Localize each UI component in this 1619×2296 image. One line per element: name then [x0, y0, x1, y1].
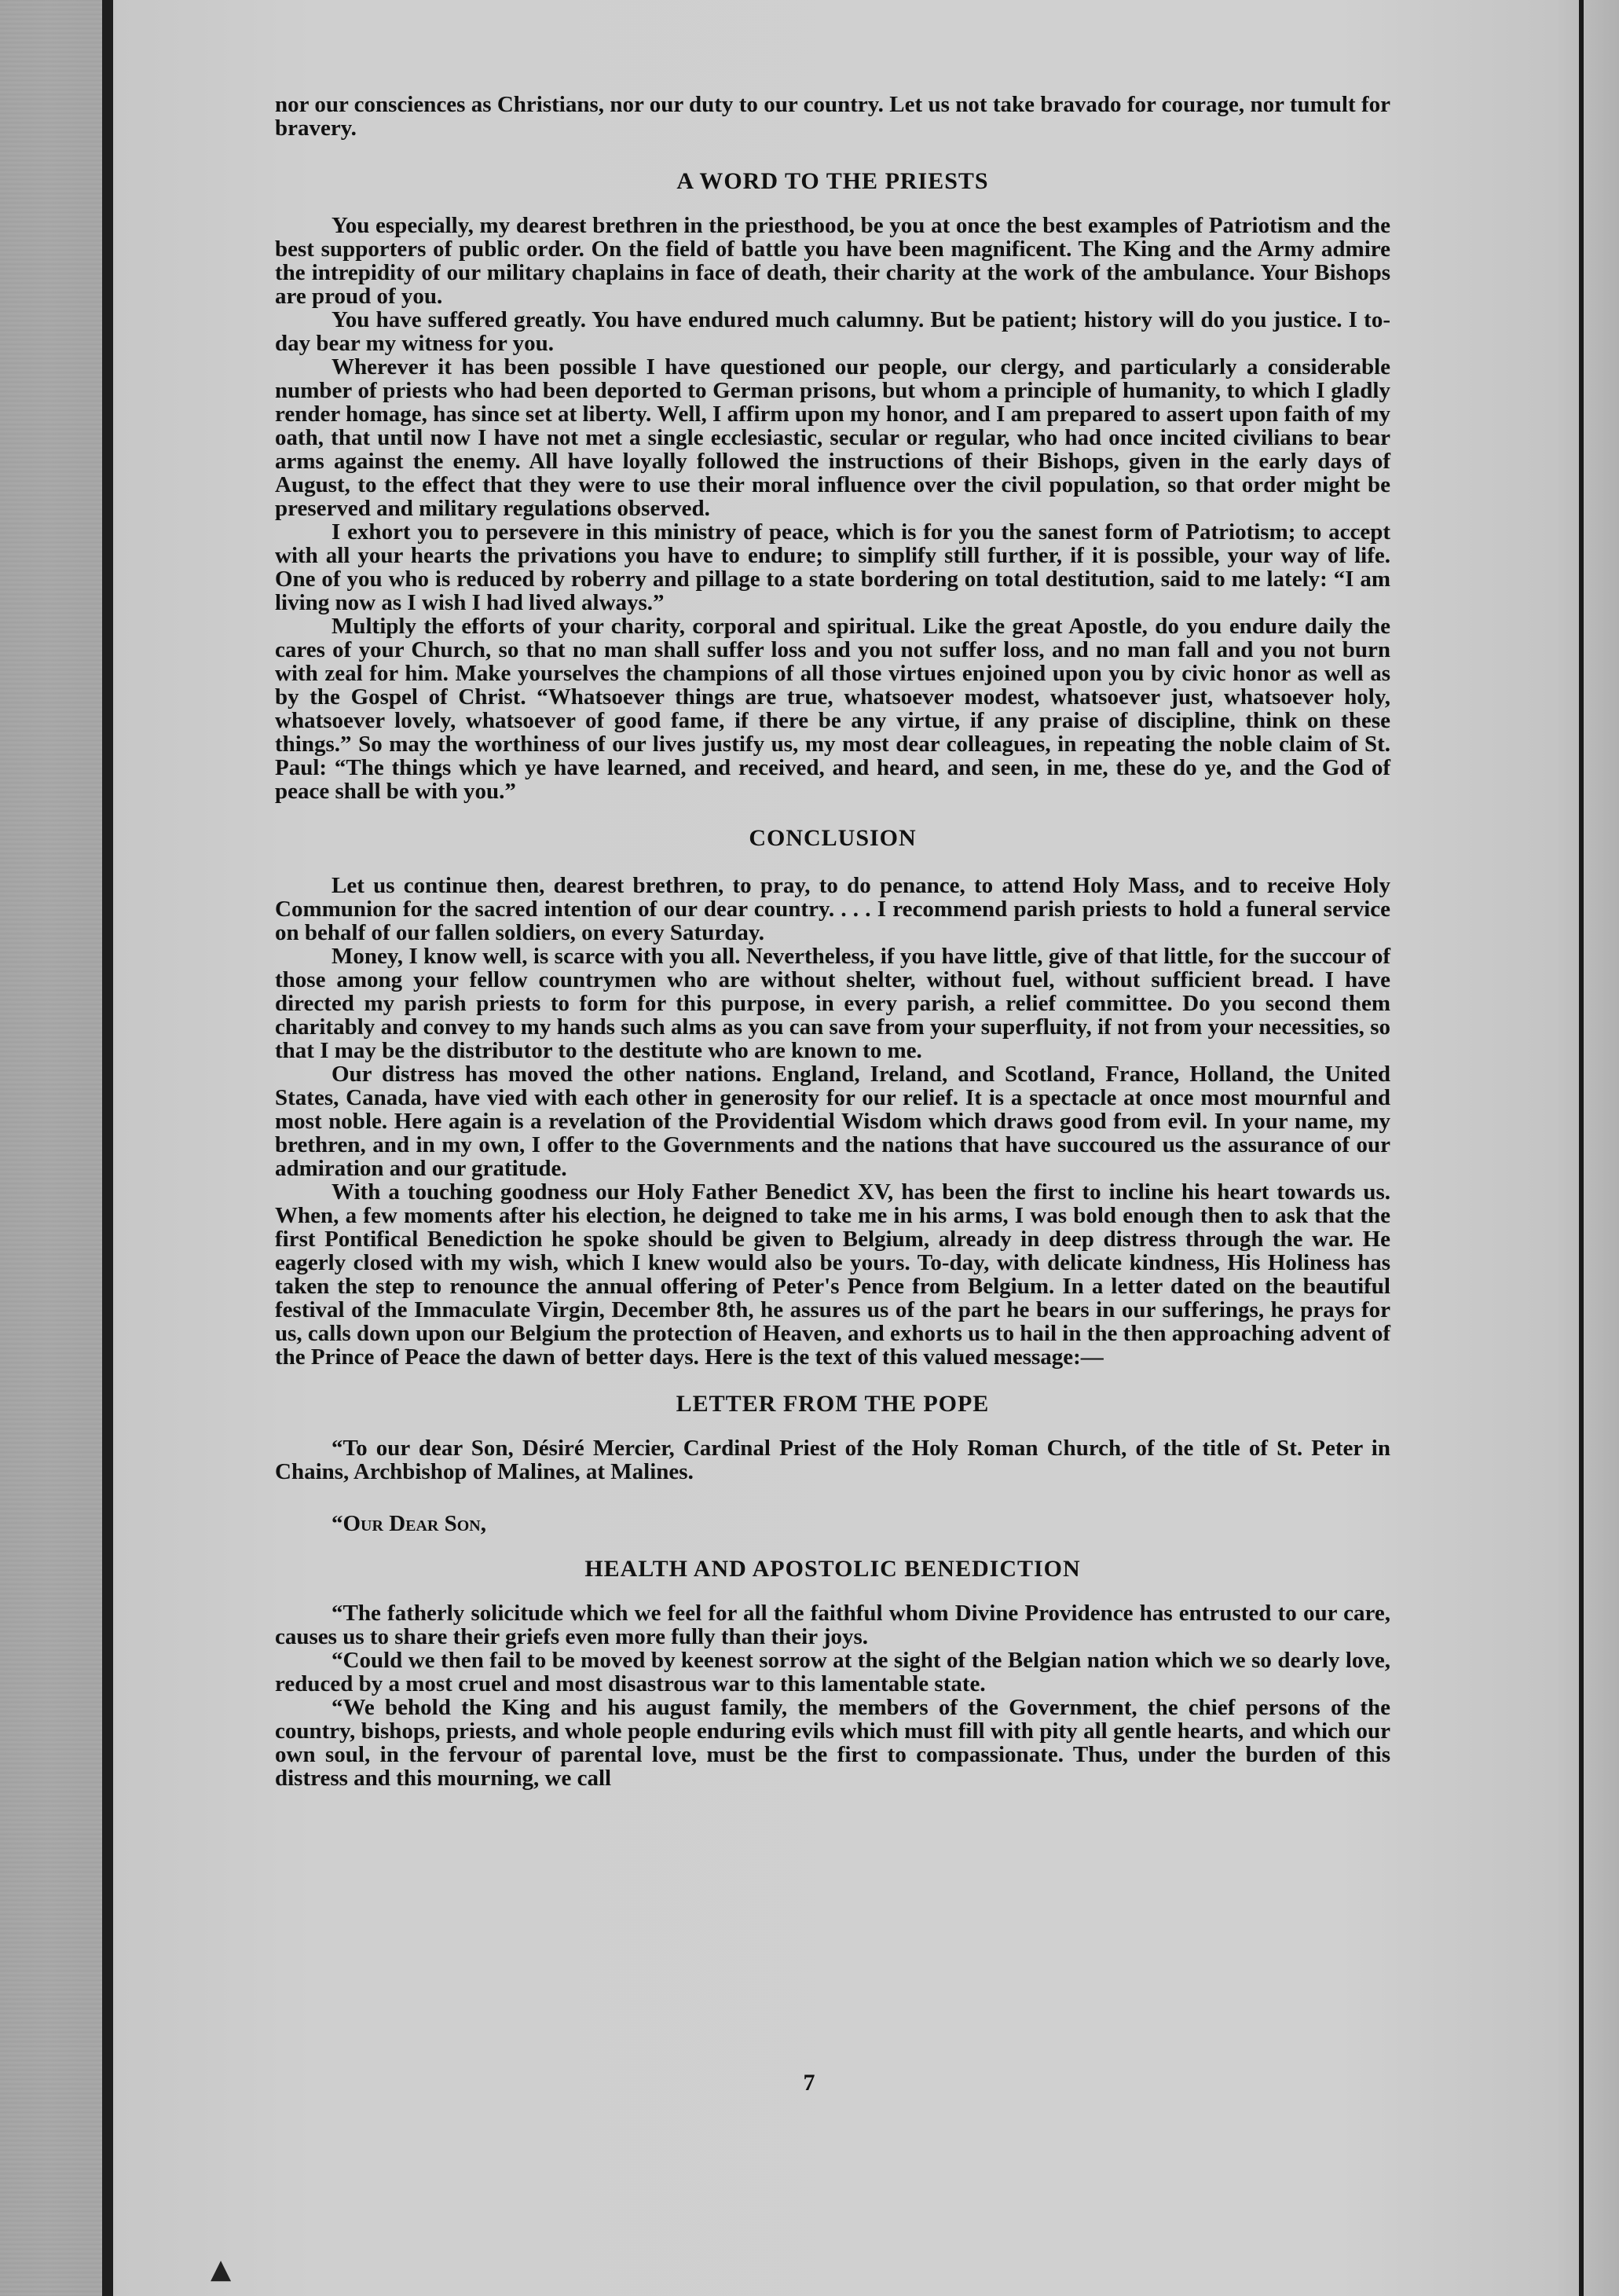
health-paragraph-3: “We behold the King and his august family, the members of the Government, the chief persons of the country, bishops, priests, and whole people enduring evils which must fill with pity all gentle hearts, and which our own soul, in the fervour of parental love, must be the first to compassionate. Thus, under the burden of this distress and this mourning, we call — [275, 1695, 1390, 1791]
section-heading-conclusion: CONCLUSION — [749, 825, 917, 851]
binding-gutter — [102, 0, 113, 2296]
conclusion-paragraph-4: With a touching goodness our Holy Father Benedict XV, has been the first to incline his heart towards us. When, a few moments after his election, he deigned to take me in his arms, I was bold enough then to ask that the first Pontifical Benediction he spoke should be given to Belgium, already in deep distress through the war. He eagerly closed with my wish, which I knew would also be yours. To-day, with delicate kindness, His Holiness has taken the step to renounce the annual offering of Peter's Pence from Belgium. In a letter dated on the beautiful festival of the Immaculate Virgin, December 8th, he assures us of the part he bears in our sufferings, he prays for us, calls down upon our Belgium the protection of Heaven, and exhorts us to hail in the then approaching advent of the Prince of Peace the dawn of better days. Here is the text of this valued message:— — [275, 1179, 1390, 1370]
conclusion-paragraph-2: Money, I know well, is scarce with you all. Nevertheless, if you have little, give of that little, for the succour of those among your fellow countrymen who are without shelter, without fuel, without sufficient bread. I have directed my parish priests to form for this purpose, in every parish, a relief committee. Do you second them charitably and convey to my hands such alms as you can save from your superfluity, if not from your necessities, so that I may be the distributor to the destitute who are known to me. — [275, 944, 1390, 1063]
section-heading-letter: LETTER FROM THE POPE — [676, 1391, 990, 1417]
opening-paragraph: nor our consciences as Christians, nor our duty to our country. Let us not take bravado for courage, nor tumult for bravery. — [275, 92, 1390, 141]
section-heading-priests: A WORD TO THE PRIESTS — [676, 168, 989, 194]
health-paragraph-1: “The fatherly solicitude which we feel for all the faithful whom Divine Providence has entrusted to our care, causes us to share their griefs even more fully than their joys. — [275, 1601, 1390, 1649]
priests-paragraph-5: Multiply the efforts of your charity, corporal and spiritual. Like the great Apostle, do you endure daily the cares of your Church, so that no man shall suffer loss and you not suffer loss, and no man fall and you not burn with zeal for him. Make yourselves the champions of all those virtues enjoined upon you by civic honor as well as by the Gospel of Christ. “Whatsoever things are true, whatsoever modest, whatsoever just, whatsoever holy, whatsoever lovely, whatsoever of good fame, if there be any virtue, if any praise of discipline, think on these things.” So may the worthiness of our lives justify us, my most dear colleagues, in repeating the noble claim of St. Paul: “The things which ye have learned, and received, and heard, and seen, in me, these do ye, and the God of peace shall be with you.” — [275, 614, 1390, 804]
conclusion-paragraph-1: Let us continue then, dearest brethren, to pray, to do penance, to attend Holy Mass, and to receive Holy Communion for the sacred intention of our dear country. . . . I recommend parish priests to hold a funeral service on behalf of our fallen soldiers, on every Saturday. — [275, 873, 1390, 945]
priests-paragraph-4: I exhort you to persevere in this ministry of peace, which is for you the sanest form of Patriotism; to accept with all your hearts the privations you have to endure; to simplify still further, if it is possible, your way of life. One of you who is reduced by roberry and pillage to a state bordering on total destitution, said to me lately: “I am living now as I wish I had lived always.” — [275, 519, 1390, 615]
letter-salutation: “Our Dear Son, — [331, 1511, 486, 1536]
page-right-edge — [1579, 0, 1584, 2296]
scan-artifact-mark: ▲ — [211, 2254, 232, 2285]
conclusion-paragraph-3: Our distress has moved the other nations. England, Ireland, and Scotland, France, Holland, the United States, Canada, have vied with each other in generosity for our relief. It is a spectacle at once most mournful and most noble. Here again is a revelation of the Providential Wisdom which draws good from evil. In your name, my brethren, and in my own, I offer to the Governments and the nations that have succoured us the assurance of our admiration and our gratitude. — [275, 1062, 1390, 1181]
facing-page-edge — [0, 0, 102, 2296]
priests-paragraph-1: You especially, my dearest brethren in the priesthood, be you at once the best examples of Patriotism and the best supporters of public order. On the field of battle you have been magnificent. The King and the Army admire the intrepidity of our military chaplains in face of death, their charity at the work of the ambulance. Your Bishops are proud of you. — [275, 213, 1390, 309]
letter-address: “To our dear Son, Désiré Mercier, Cardinal Priest of the Holy Roman Church, of the title of St. Peter in Chains, Archbishop of Malines, at Malines. — [275, 1436, 1390, 1484]
page-number: 7 — [803, 2070, 815, 2096]
priests-paragraph-2: You have suffered greatly. You have endured much calumny. But be patient; history will do you justice. I to-day bear my witness for you. — [275, 307, 1390, 356]
section-heading-health: HEALTH AND APOSTOLIC BENEDICTION — [584, 1556, 1081, 1582]
health-paragraph-2: “Could we then fail to be moved by keenest sorrow at the sight of the Belgian nation which we so dearly love, reduced by a most cruel and most disastrous war to this lamentable state. — [275, 1648, 1390, 1696]
document-page — [275, 93, 1390, 1790]
priests-paragraph-3: Wherever it has been possible I have questioned our people, our clergy, and particularly a considerable number of priests who had been deported to German prisons, but whom a principle of humanity, to which I gladly render homage, has since set at liberty. Well, I affirm upon my honor, and I am prepared to assert upon faith of my oath, that until now I have not met a single ecclesiastic, secular or regular, who had once incited civilians to bear arms against the enemy. All have loyally followed the instructions of their Bishops, given in the early days of August, to the effect that they were to use their moral influence over the civil population, so that order might be preserved and military regulations observed. — [275, 354, 1390, 521]
